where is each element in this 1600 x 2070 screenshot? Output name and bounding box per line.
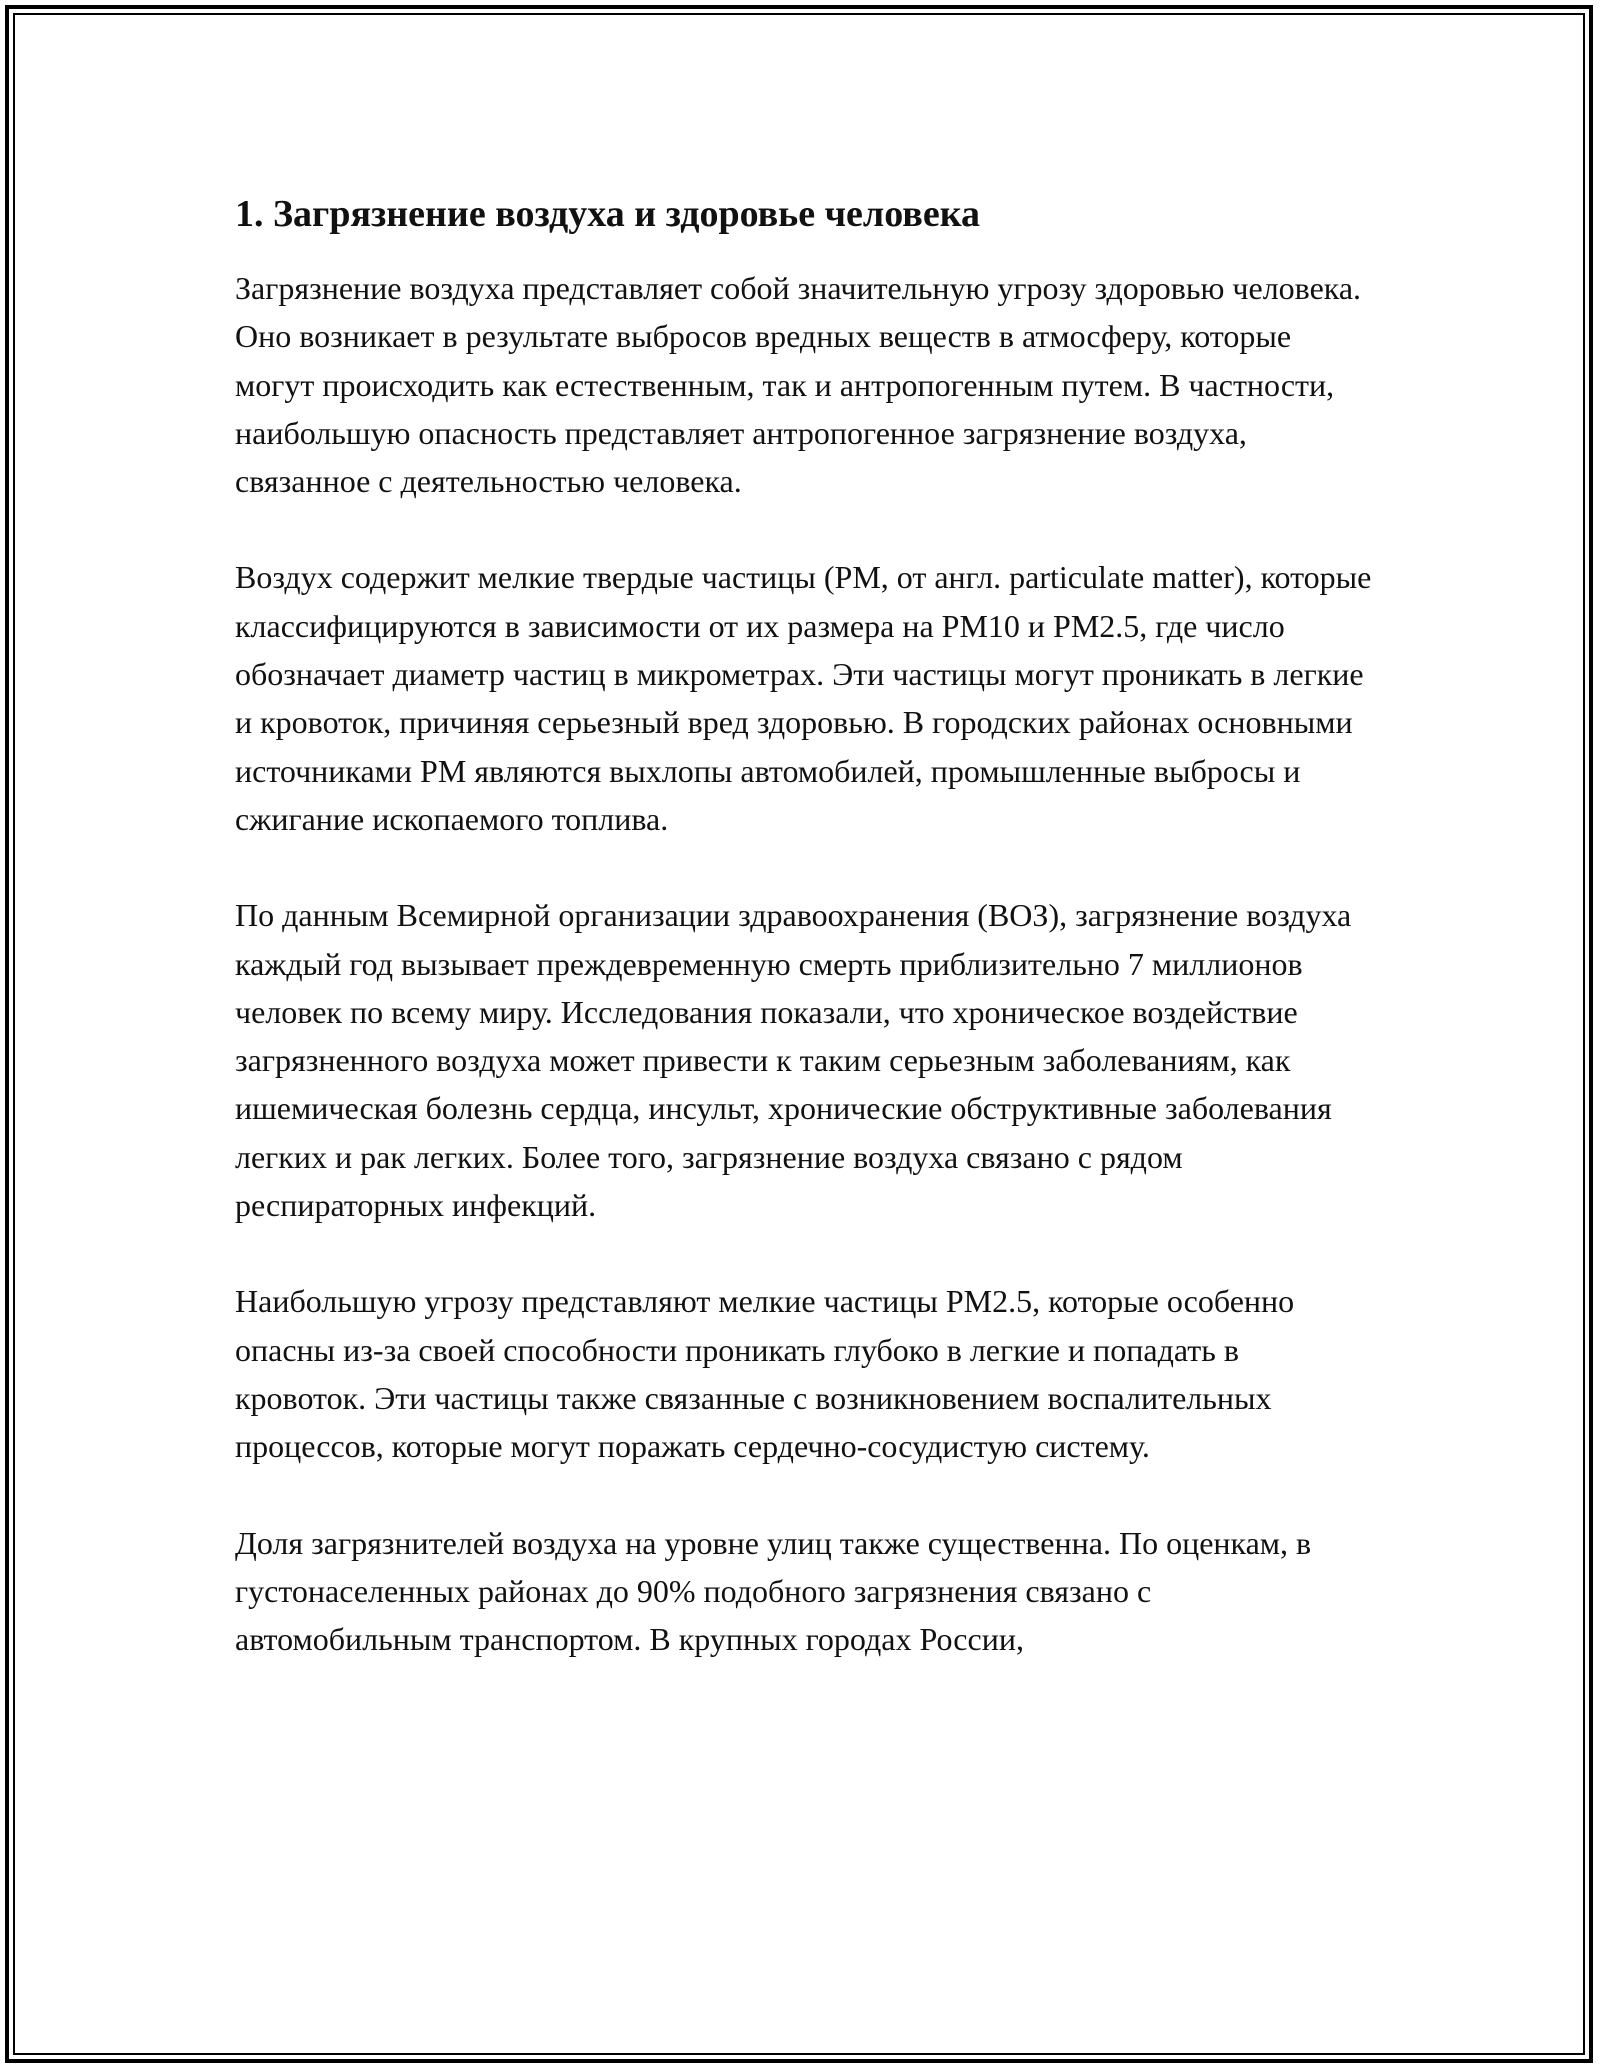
paragraph-particulate-matter: Воздух содержит мелкие твердые частицы (PM, от англ. particulate matter), которые классифицируются в зависимости от их размера на PM10 и PM2.5, где число обозначает диаметр частиц в микрометрах. Эти частицы могут проникать в легкие и кровоток, причиняя серьезный вред здоровью. В городских районах основными источниками PM являются выхлопы автомобилей, промышленные выбросы и сжигание ископаемого топлива. [235,559,1372,837]
paragraph-intro: Загрязнение воздуха представляет собой значительную угрозу здоровью человека. Оно возникает в результате выбросов вредных веществ в атмосферу, которые могут происходить как естественным, так и антропогенным путем. В частности, наибольшую опасность представляет антропогенное загрязнение воздуха, связанное с деятельностью человека. [235,270,1362,500]
document-body [235,188,1375,1711]
section-heading: 1. Загрязнение воздуха и здоровье человека [235,193,981,235]
paragraph-street-pollution: Доля загрязнителей воздуха на уровне улиц также существенна. По оценкам, в густонаселенных районах до 90% подобного загрязнения связано с автомобильным транспортом. В крупных городах России, [235,1524,1312,1658]
paragraph-who-data: По данным Всемирной организации здравоохранения (ВОЗ), загрязнение воздуха каждый год вызывает преждевременную смерть приблизительно 7 миллионов человек по всему миру. Исследования показали, что хроническое воздействие загрязненного воздуха может привести к таким серьезным заболеваниям, как ишемическая болезнь сердца, инсульт, хронические обструктивные заболевания легких и рак легких. Более того, загрязнение воздуха связано с рядом респираторных инфекций. [235,897,1352,1224]
paragraph-pm25-threat: Наибольшую угрозу представляют мелкие частицы PM2.5, которые особенно опасны из-за своей способности проникать глубоко в легкие и попадать в кровоток. Эти частицы также связанные с возникновением воспалительных процессов, которые могут поражать сердечно-сосудистую систему. [235,1283,1295,1465]
